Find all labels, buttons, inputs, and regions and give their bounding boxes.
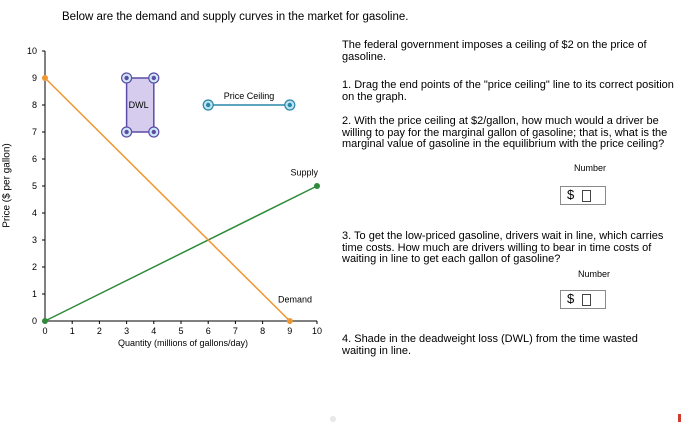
- y-tick-label: 2: [31, 262, 37, 272]
- question-1: 1. Drag the end points of the "price ceiling" line to its correct position on the graph.: [342, 79, 674, 103]
- supply-label: Supply: [290, 167, 318, 178]
- question-3: 3. To get the low-priced gasoline, drivers wait in line, which carries time costs. How much are drivers willing to bear in time costs of waiting in line to get each gallon of gasoline?: [342, 230, 664, 265]
- drag-handles[interactable]: [42, 73, 320, 324]
- answer-1-currency: $: [567, 187, 575, 202]
- supply-start-point: [42, 318, 48, 324]
- x-tick-label: 0: [42, 326, 48, 336]
- dwl-handle-core-1: [124, 76, 128, 80]
- answer-2-label: Number: [578, 269, 611, 279]
- price-ceiling-handle-core-1: [206, 103, 210, 107]
- supply-curve: [45, 186, 317, 321]
- answer-1-input[interactable]: [582, 190, 591, 202]
- y-tick-label: 4: [31, 208, 37, 218]
- y-tick-label: 6: [31, 154, 37, 164]
- dwl-handle-core-4: [124, 130, 128, 134]
- y-tick-label: 8: [31, 100, 37, 110]
- demand-start-point: [42, 75, 48, 81]
- x-tick-label: 6: [205, 326, 211, 336]
- x-tick-label: 4: [151, 326, 157, 336]
- y-tick-label: 3: [31, 235, 37, 245]
- question-4: 4. Shade in the deadweight loss (DWL) from the time wasted waiting in line.: [342, 333, 638, 357]
- dwl-handle-core-2: [152, 76, 156, 80]
- supply-demand-graph[interactable]: [0, 0, 340, 360]
- x-tick-label: 2: [96, 326, 102, 336]
- answer-1-box[interactable]: [560, 186, 606, 205]
- axes: [27, 46, 322, 336]
- demand-end-point: [287, 318, 293, 324]
- y-tick-label: 5: [31, 181, 37, 191]
- demand-curve: [45, 78, 290, 321]
- answer-1-label: Number: [574, 163, 607, 173]
- x-tick-label: 9: [287, 326, 293, 336]
- decorative-dot: [330, 416, 336, 422]
- y-tick-label: 7: [31, 127, 37, 137]
- intro-text: The federal government imposes a ceiling of $2 on the price of gasoline.: [342, 39, 647, 63]
- answer-2-currency: $: [567, 291, 575, 306]
- demand-label: Demand: [277, 294, 312, 305]
- dwl-handle-core-3: [152, 130, 156, 134]
- x-tick-label: 3: [124, 326, 130, 336]
- y-axis-label: Price ($ per gallon): [1, 143, 13, 228]
- question-heading: Below are the demand and supply curves in the market for gasoline.: [62, 11, 409, 23]
- y-tick-label: 0: [31, 316, 37, 326]
- x-tick-label: 8: [260, 326, 266, 336]
- dwl-label: DWL: [128, 100, 149, 110]
- curves: [45, 78, 318, 321]
- question-2: 2. With the price ceiling at $2/gallon, how much would a driver be willing to pay for the marginal gallon of gasoline; that is, what is the marginal value of gasoline in the equilibrium with the price ceiling?: [342, 115, 668, 150]
- answer-2-box[interactable]: [560, 290, 606, 309]
- price-ceiling-handle-core-2: [288, 103, 292, 107]
- supply-end-point: [314, 183, 320, 189]
- y-tick-label: 9: [31, 73, 37, 83]
- x-tick-label: 1: [69, 326, 75, 336]
- x-tick-label: 7: [232, 326, 238, 336]
- y-tick-label: 10: [26, 46, 37, 56]
- y-tick-label: 1: [31, 289, 37, 299]
- price-ceiling-label: Price Ceiling: [223, 91, 275, 101]
- answer-2-input[interactable]: [582, 294, 591, 306]
- x-tick-label: 10: [311, 326, 323, 336]
- x-axis-label: Quantity (millions of gallons/day): [117, 338, 249, 348]
- decorative-mark: [678, 414, 681, 422]
- x-tick-label: 5: [178, 326, 184, 336]
